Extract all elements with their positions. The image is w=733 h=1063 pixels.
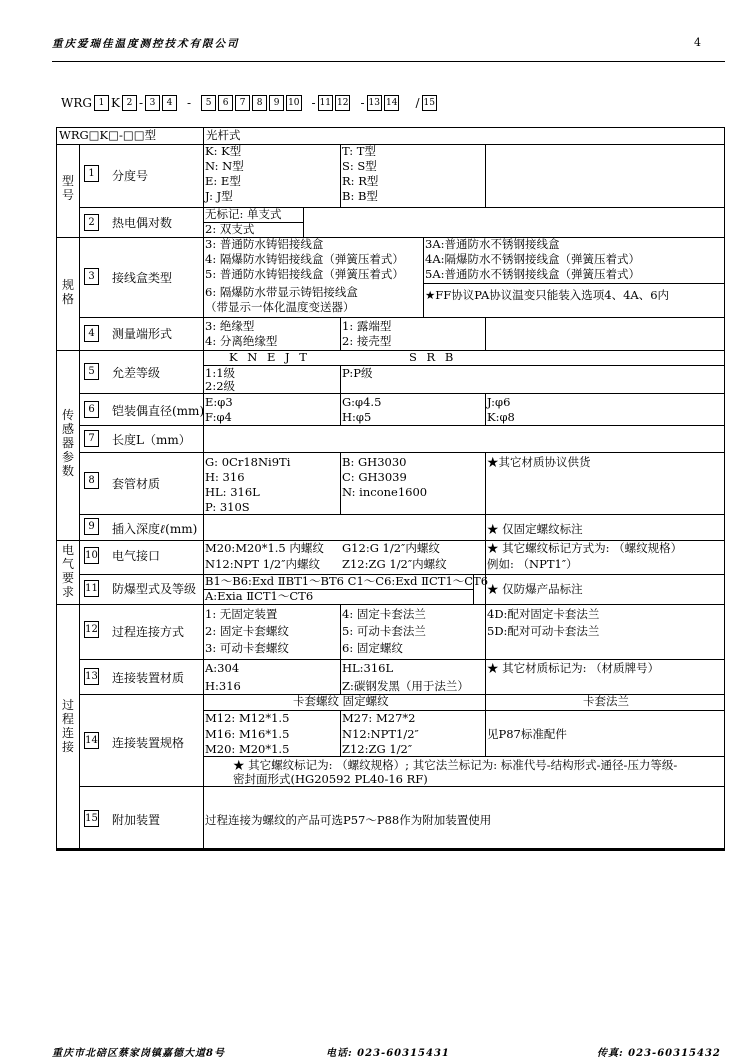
row-name-device-spec: 连接装置规格	[112, 736, 185, 750]
junction-type-4: 4: 分离绝缘型	[205, 334, 278, 348]
insertion-depth-label: 插入深度	[112, 522, 161, 536]
material-note: ★其它材质协议供货	[487, 455, 591, 469]
code-box-2: 2	[122, 95, 137, 111]
code-k: K	[110, 96, 120, 110]
row-number: 14	[84, 732, 99, 749]
code-box-15: 15	[422, 95, 437, 111]
graduation-t: T: T型	[342, 144, 376, 158]
code-box-13: 13	[367, 95, 382, 111]
connection-6: 6: 固定螺纹	[342, 641, 403, 655]
tolerance-1: 1:1级	[205, 366, 236, 380]
graduation-e: E: E型	[205, 174, 241, 188]
graduation-r: R: R型	[342, 174, 379, 188]
junction-note: ★FF协议PA协议温变只能装入选项4、4A、6内	[425, 288, 670, 302]
code-box-10: 10	[286, 95, 301, 111]
connection-1: 1: 无固定装置	[205, 607, 278, 621]
row-number: 3	[84, 268, 99, 285]
device-spec-m12: M12: M12*1.5	[205, 711, 290, 725]
connection-4d: 4D:配对固定卡套法兰	[487, 607, 600, 621]
explosion-note: ★ 仅防爆产品标注	[487, 582, 583, 596]
pairs-single: 无标记: 单支式	[205, 207, 282, 221]
row-number: 13	[84, 668, 99, 685]
diameter-h: H:φ5	[342, 410, 372, 424]
device-material-z: Z:碳钢发黑（用于法兰）	[342, 679, 469, 693]
row-name-tolerance: 允差等级	[112, 366, 161, 380]
interface-m20: M20:M20*1.5 内螺纹	[205, 541, 324, 555]
row-name-pairs: 热电偶对数	[112, 216, 173, 230]
diameter-e: E:φ3	[205, 395, 233, 409]
graduation-n: N: N型	[205, 159, 244, 173]
insertion-depth-note: ★ 仅固定螺纹标注	[487, 522, 583, 536]
device-spec-m16: M16: M16*1.5	[205, 727, 290, 741]
connection-3: 3: 可动卡套螺纹	[205, 641, 289, 655]
row-number: 11	[84, 580, 99, 597]
device-spec-head-1: 卡套螺纹 固定螺纹	[293, 694, 389, 708]
section-electrical: 电气要求	[61, 543, 74, 599]
device-spec-m27: M27: M27*2	[342, 711, 416, 725]
connection-4: 4: 固定卡套法兰	[342, 607, 426, 621]
row-number: 4	[84, 325, 99, 342]
code-box-4: 4	[162, 95, 177, 111]
junction-type-1: 1: 露端型	[342, 319, 392, 333]
section-model: 型号	[61, 174, 74, 202]
row-name-process-connection: 过程连接方式	[112, 625, 185, 639]
length-symbol: ℓ	[160, 522, 166, 536]
tolerance-2: 2:2级	[205, 379, 236, 393]
junction-5a: 5A:普通防水不锈钢接线盒（弹簧压着式）	[425, 267, 640, 281]
junction-type-2: 2: 接壳型	[342, 334, 392, 348]
row-name-graduation: 分度号	[112, 169, 149, 183]
device-spec-note-2: 密封面形式(HG20592 PL40-16 RF)	[233, 772, 428, 786]
code-box-9: 9	[269, 95, 284, 111]
interface-note-example: 例如: （NPT1″）	[487, 557, 578, 571]
device-material-a: A:304	[205, 661, 240, 675]
code-box-11: 11	[318, 95, 333, 111]
row-name-junction-type: 测量端形式	[112, 327, 173, 341]
tolerance-p: P:P级	[342, 366, 373, 380]
footer-fax: 传真: 023-60315432	[597, 1048, 721, 1059]
explosion-a: A:Exia ⅡCT1～CT6	[205, 589, 314, 603]
device-spec-m20: M20: M20*1.5	[205, 742, 290, 756]
junction-3: 3: 普通防水铸铝接线盒	[205, 237, 324, 251]
row-number: 15	[84, 810, 99, 827]
connection-2: 2: 固定卡套螺纹	[205, 624, 289, 638]
junction-6-note: （带显示一体化温度变送器）	[205, 300, 355, 314]
device-spec-z12: Z12:ZG 1/2″	[342, 742, 413, 756]
junction-3a: 3A:普通防水不锈钢接线盒	[425, 237, 560, 251]
footer-phone: 电话: 023-60315431	[326, 1048, 450, 1059]
code-box-3: 3	[145, 95, 160, 111]
code-dash: -	[187, 96, 192, 110]
code-prefix: WRG	[61, 96, 92, 110]
material-c: C: GH3039	[342, 470, 407, 484]
row-number: 1	[84, 165, 99, 182]
code-box-5: 5	[201, 95, 216, 111]
junction-4a: 4A:隔爆防水不锈钢接线盒（弹簧压着式）	[425, 252, 640, 266]
diameter-g: G:φ4.5	[342, 395, 382, 409]
interface-note: ★ 其它螺纹标记方式为: （螺纹规格）	[487, 541, 683, 555]
device-spec-n12: N12:NPT1/2″	[342, 727, 419, 741]
footer-address: 重庆市北碚区蔡家岗镇嘉德大道8号	[52, 1048, 225, 1059]
code-box-7: 7	[235, 95, 250, 111]
insertion-depth-unit: (mm)	[165, 522, 198, 536]
header-rule	[52, 61, 725, 62]
interface-g12: G12:G 1/2″内螺纹	[342, 541, 440, 555]
material-hl: HL: 316L	[205, 485, 260, 499]
graduation-b: B: B型	[342, 189, 378, 203]
junction-5: 5: 普通防水铸铝接线盒（弹簧压着式）	[205, 267, 404, 281]
accessory-text: 过程连接为螺纹的产品可选P57～P88作为附加装置使用	[205, 813, 492, 827]
interface-n12: N12:NPT 1/2″内螺纹	[205, 557, 320, 571]
code-dash: -	[360, 96, 365, 110]
device-spec-head-2: 卡套法兰	[583, 694, 629, 708]
junction-6: 6: 隔爆防水带显示铸铝接线盒	[205, 285, 358, 299]
row-number: 6	[84, 401, 99, 418]
code-box-12: 12	[335, 95, 350, 111]
row-name-junction-box: 接线盒类型	[112, 271, 173, 285]
row-name-diameter: 铠装偶直径(mm)	[112, 404, 205, 418]
graduation-s: S: S型	[342, 159, 377, 173]
code-box-14: 14	[384, 95, 399, 111]
code-box-6: 6	[218, 95, 233, 111]
row-number: 9	[84, 518, 99, 535]
diameter-f: F:φ4	[205, 410, 232, 424]
section-process: 过程连接	[61, 698, 74, 754]
code-dash: -	[138, 96, 143, 110]
row-name-device-material: 连接装置材质	[112, 671, 185, 685]
diameter-j: J:φ6	[487, 395, 511, 409]
device-spec-standard: 见P87标准配件	[487, 727, 567, 741]
material-g: G: 0Cr18Ni9Ti	[205, 455, 291, 469]
explosion-b-c: B1～B6:Exd ⅡBT1～BT6 C1～C6:Exd ⅡCT1～CT6	[205, 574, 489, 588]
table-header-model: WRG□K□-□□型	[59, 128, 157, 142]
row-name-length: 长度L（mm）	[112, 433, 191, 447]
row-name-electrical-interface: 电气接口	[112, 549, 161, 563]
diameter-k: K:φ8	[487, 410, 515, 424]
interface-z12: Z12:ZG 1/2″内螺纹	[342, 557, 447, 571]
row-name-accessory: 附加装置	[112, 813, 161, 827]
company-name: 重庆爱瑞佳温度测控技术有限公司	[52, 38, 240, 50]
row-name-insertion-depth	[112, 522, 197, 536]
section-spec: 规格	[61, 278, 74, 306]
row-name-sheath-material: 套管材质	[112, 477, 161, 491]
row-number: 5	[84, 363, 99, 380]
section-sensor: 传感器参数	[61, 408, 74, 478]
model-code	[60, 93, 438, 113]
code-dash: -	[311, 96, 316, 110]
device-material-note: ★ 其它材质标记为: （材质牌号）	[487, 661, 660, 675]
tolerance-head-1: K N E J T	[229, 350, 310, 364]
code-slash: /	[415, 96, 420, 110]
graduation-k: K: K型	[205, 144, 242, 158]
pairs-double: 2: 双支式	[205, 222, 255, 236]
connection-5: 5: 可动卡套法兰	[342, 624, 426, 638]
junction-type-3: 3: 绝缘型	[205, 319, 255, 333]
row-number: 7	[84, 430, 99, 447]
page-number: 4	[694, 36, 701, 49]
connection-5d: 5D:配对可动卡套法兰	[487, 624, 600, 638]
material-p: P: 310S	[205, 500, 250, 514]
material-b: B: GH3030	[342, 455, 407, 469]
row-number: 2	[84, 214, 99, 231]
code-box-1: 1	[94, 95, 109, 111]
device-material-h: H:316	[205, 679, 241, 693]
table-header-type: 光杆式	[206, 128, 241, 142]
material-n: N: incone1600	[342, 485, 428, 499]
selection-table	[56, 127, 725, 851]
graduation-j: J: J型	[205, 189, 233, 203]
row-number: 8	[84, 472, 99, 489]
row-number: 10	[84, 547, 99, 564]
row-name-explosion-proof: 防爆型式及等级	[112, 582, 197, 596]
tolerance-head-2: S R B	[409, 350, 457, 364]
junction-4: 4: 隔爆防水铸铝接线盒（弹簧压着式）	[205, 252, 404, 266]
code-box-8: 8	[252, 95, 267, 111]
device-spec-note: ★ 其它螺纹标记为: （螺纹规格）; 其它法兰标记为: 标准代号-结构形式-通径-压力等级-	[233, 758, 678, 772]
device-material-hl: HL:316L	[342, 661, 394, 675]
material-h: H: 316	[205, 470, 245, 484]
row-number: 12	[84, 621, 99, 638]
